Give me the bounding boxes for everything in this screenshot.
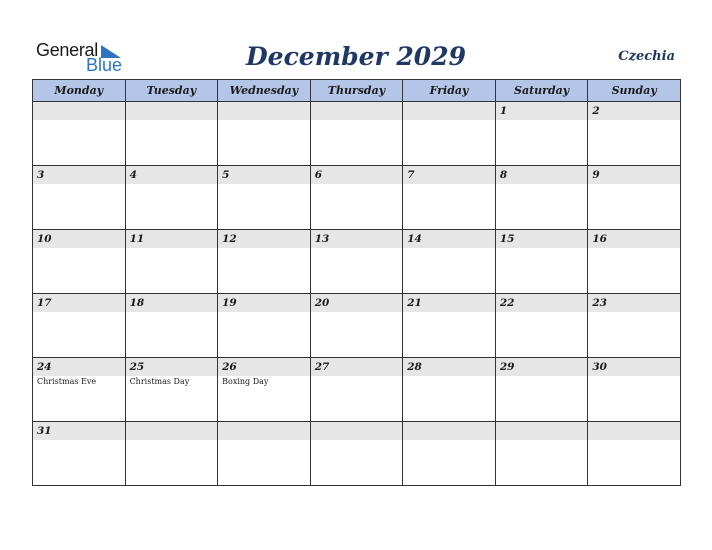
day-number-strip (588, 230, 680, 248)
holiday-label: Boxing Day (222, 377, 269, 386)
calendar-title: December 2029 (245, 42, 466, 71)
holiday-label (588, 376, 680, 377)
day-number: 26 (222, 361, 237, 373)
weekday-header: Saturday (495, 80, 588, 102)
holiday-label (311, 248, 403, 249)
day-number-strip (403, 422, 495, 440)
holiday-label (403, 184, 495, 185)
holiday-label (311, 312, 403, 313)
day-cell (33, 358, 126, 422)
day-number-strip (588, 294, 680, 312)
day-number-strip (33, 102, 125, 120)
holiday-label: Christmas Day (129, 377, 190, 386)
day-number-strip (588, 166, 680, 184)
day-number-strip (33, 422, 125, 440)
holiday-label (126, 312, 218, 313)
day-cell (495, 230, 588, 294)
holiday-label (588, 120, 680, 121)
logo-text-general: General (36, 40, 98, 60)
holiday-label (588, 184, 680, 185)
day-number: 15 (499, 233, 515, 245)
day-number-strip (496, 102, 588, 120)
day-cell (33, 166, 126, 230)
logo-text-blue: Blue (86, 55, 123, 75)
weekday-header: Monday (33, 80, 126, 102)
calendar-grid (32, 79, 681, 486)
day-cell (125, 294, 218, 358)
holiday-label (403, 376, 495, 377)
day-cell (495, 166, 588, 230)
day-cell (403, 358, 496, 422)
day-number-strip (126, 294, 218, 312)
day-number-strip (311, 422, 403, 440)
holiday-label (33, 248, 125, 249)
holiday-label (403, 120, 495, 121)
day-number-strip (126, 422, 218, 440)
day-number: 5 (222, 169, 230, 181)
day-cell (495, 358, 588, 422)
day-cell (125, 358, 218, 422)
country-label: Czechia (618, 49, 675, 64)
day-number: 19 (222, 297, 237, 309)
day-number-strip (218, 422, 310, 440)
holiday-label (126, 248, 218, 249)
day-cell (218, 422, 311, 486)
holiday-label (218, 184, 310, 185)
day-number: 21 (407, 297, 422, 309)
day-number: 12 (222, 233, 237, 245)
day-cell (33, 294, 126, 358)
day-number-strip (496, 230, 588, 248)
day-number: 3 (37, 169, 45, 181)
day-number-strip (218, 102, 310, 120)
weekday-header: Wednesday (218, 80, 311, 102)
day-cell (218, 358, 311, 422)
day-number-strip (588, 358, 680, 376)
day-number-strip (496, 422, 588, 440)
day-number-strip (33, 166, 125, 184)
holiday-label (311, 184, 403, 185)
day-cell (588, 294, 681, 358)
holiday-label (588, 440, 680, 441)
holiday-label (496, 376, 588, 377)
day-cell (310, 166, 403, 230)
day-cell (218, 294, 311, 358)
day-cell (310, 294, 403, 358)
weekday-header: Sunday (588, 80, 681, 102)
day-number-strip (496, 358, 588, 376)
day-number-strip (311, 358, 403, 376)
day-number-strip (218, 166, 310, 184)
day-number-strip (403, 294, 495, 312)
day-number: 22 (499, 297, 515, 309)
day-cell (588, 422, 681, 486)
day-cell (495, 422, 588, 486)
holiday-label (33, 312, 125, 313)
day-number: 8 (499, 169, 508, 181)
week-row (33, 230, 681, 294)
day-number: 6 (314, 169, 322, 181)
day-number-strip (588, 102, 680, 120)
day-number-strip (126, 358, 218, 376)
week-row (33, 358, 681, 422)
day-number: 13 (314, 233, 330, 245)
day-number: 11 (129, 233, 145, 245)
day-number-strip (403, 166, 495, 184)
day-cell (588, 102, 681, 166)
day-number: 7 (407, 169, 415, 181)
day-number-strip (218, 294, 310, 312)
day-cell (310, 422, 403, 486)
day-number: 18 (129, 297, 145, 309)
day-number-strip (311, 294, 403, 312)
weekday-header: Thursday (310, 80, 403, 102)
day-number: 30 (592, 361, 607, 373)
day-number: 9 (592, 169, 600, 181)
day-cell (125, 230, 218, 294)
day-cell (125, 102, 218, 166)
day-number-strip (33, 294, 125, 312)
holiday-label (403, 248, 495, 249)
day-cell (125, 422, 218, 486)
day-number-strip (126, 102, 218, 120)
day-cell (588, 358, 681, 422)
holiday-label (33, 184, 125, 185)
week-row (33, 294, 681, 358)
day-number-strip (403, 102, 495, 120)
day-number-strip (33, 230, 125, 248)
day-cell (33, 102, 126, 166)
day-cell (218, 166, 311, 230)
day-cell (33, 422, 126, 486)
holiday-label (33, 440, 125, 441)
day-number-strip (218, 230, 310, 248)
holiday-label (126, 120, 218, 121)
day-cell (588, 166, 681, 230)
day-number-strip (311, 166, 403, 184)
day-cell (495, 102, 588, 166)
day-number: 29 (499, 361, 515, 373)
day-number: 2 (592, 105, 600, 117)
holiday-label (218, 312, 310, 313)
week-row (33, 166, 681, 230)
day-number-strip (311, 230, 403, 248)
day-number-strip (403, 358, 495, 376)
day-cell (403, 102, 496, 166)
day-number: 1 (499, 105, 508, 117)
day-number: 25 (129, 361, 145, 373)
day-cell (403, 294, 496, 358)
holiday-label (218, 248, 310, 249)
day-number: 23 (592, 297, 607, 309)
day-number: 17 (37, 297, 52, 309)
holiday-label (218, 440, 310, 441)
week-row (33, 422, 681, 486)
weekday-header: Tuesday (125, 80, 218, 102)
day-cell (403, 422, 496, 486)
holiday-label (588, 248, 680, 249)
day-cell (310, 102, 403, 166)
day-number: 24 (37, 361, 52, 373)
day-number: 14 (407, 233, 422, 245)
day-number-strip (496, 166, 588, 184)
day-number: 4 (129, 169, 137, 181)
holiday-label (496, 120, 588, 121)
day-cell (403, 166, 496, 230)
day-number: 16 (592, 233, 607, 245)
holiday-label (588, 312, 680, 313)
day-number: 28 (407, 361, 422, 373)
day-cell (588, 230, 681, 294)
day-number-strip (218, 358, 310, 376)
day-cell (495, 294, 588, 358)
holiday-label (218, 120, 310, 121)
holiday-label: Christmas Eve (37, 377, 97, 386)
day-number: 10 (37, 233, 52, 245)
day-number-strip (403, 230, 495, 248)
day-number: 27 (314, 361, 330, 373)
day-number-strip (311, 102, 403, 120)
holiday-label (496, 312, 588, 313)
day-cell (33, 230, 126, 294)
holiday-label (403, 440, 495, 441)
holiday-label (496, 184, 588, 185)
holiday-label (311, 376, 403, 377)
holiday-label (496, 440, 588, 441)
day-number-strip (126, 230, 218, 248)
weekday-header-row (33, 80, 681, 102)
day-number: 20 (314, 297, 330, 309)
holiday-label (311, 440, 403, 441)
day-cell (310, 230, 403, 294)
week-row (33, 102, 681, 166)
day-cell (218, 102, 311, 166)
holiday-label (33, 120, 125, 121)
day-cell (218, 230, 311, 294)
weekday-header: Friday (403, 80, 496, 102)
day-number-strip (496, 294, 588, 312)
day-cell (125, 166, 218, 230)
day-number-strip (126, 166, 218, 184)
day-number: 31 (37, 425, 52, 437)
day-cell (310, 358, 403, 422)
day-cell (403, 230, 496, 294)
holiday-label (311, 120, 403, 121)
day-number-strip (588, 422, 680, 440)
holiday-label (496, 248, 588, 249)
day-number-strip (33, 358, 125, 376)
holiday-label (126, 440, 218, 441)
holiday-label (126, 184, 218, 185)
holiday-label (403, 312, 495, 313)
